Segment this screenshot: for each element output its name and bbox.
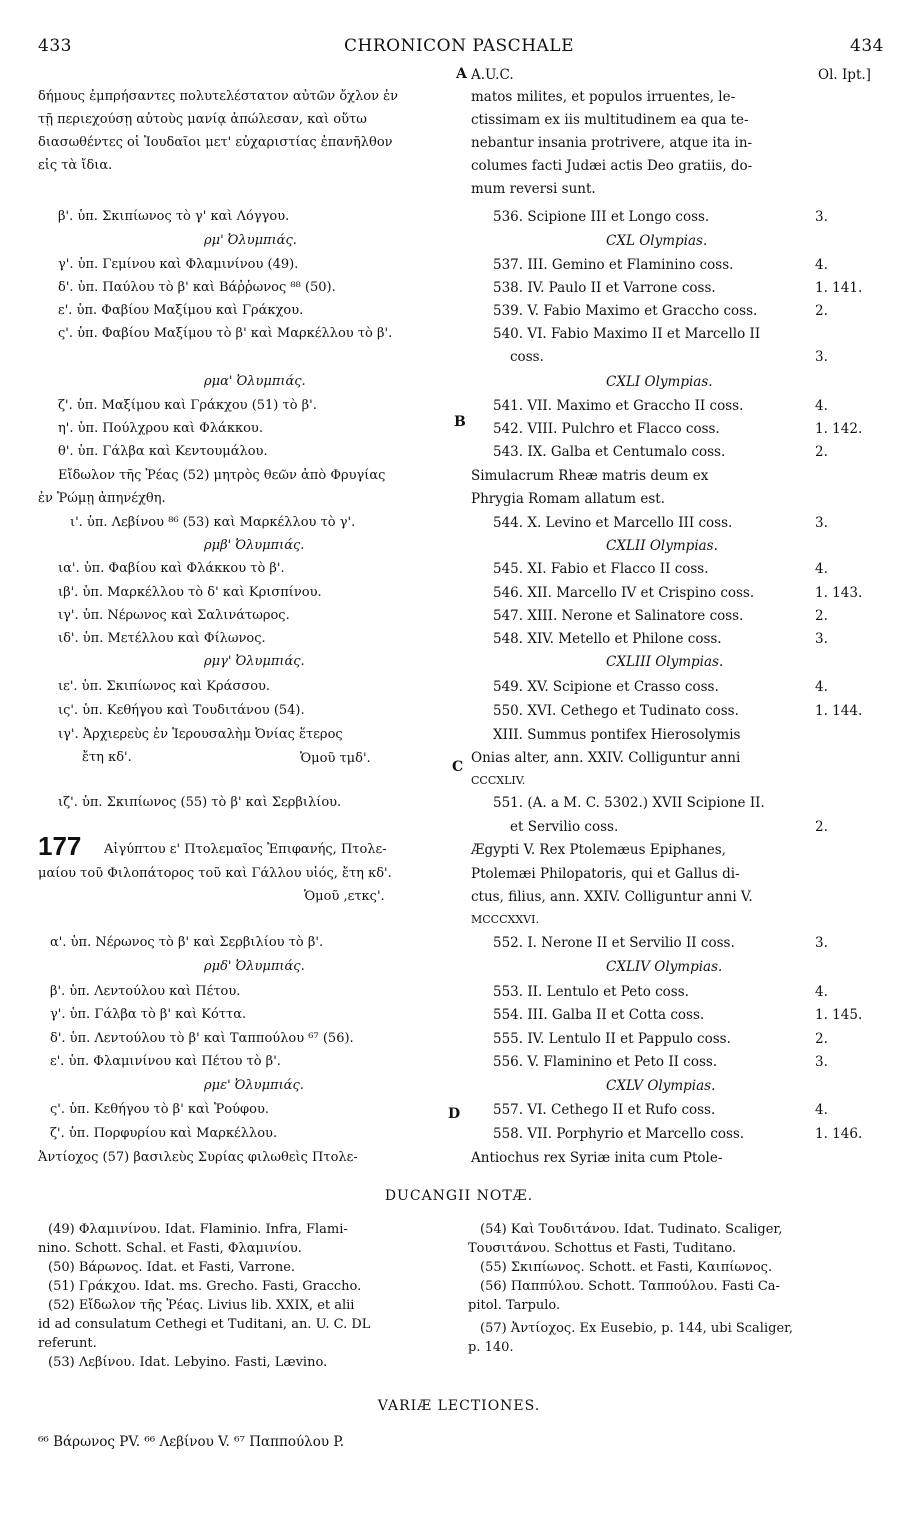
latin-line: 545. XI. Fabio et Flacco II coss. xyxy=(493,561,709,577)
latin-line: 541. VII. Maximo et Graccho II coss. xyxy=(493,398,744,414)
greek-line: ιγ'. ὑπ. Νέρωνος καὶ Σαλινάτωρος. xyxy=(58,608,290,623)
olympiad-year: 1. 141. xyxy=(815,280,863,296)
note-line: (56) Παππύλου. Schott. Ταππούλου. Fasti Ca- xyxy=(480,1279,780,1294)
olympiad-year: 4. xyxy=(815,561,828,577)
latin-line: CCCXLIV. xyxy=(471,774,526,787)
olympiad-year: 3. xyxy=(815,631,828,647)
olympiad-heading: CXLI Olympias. xyxy=(606,374,713,390)
latin-line: 556. V. Flaminino et Peto II coss. xyxy=(493,1054,718,1070)
page-number-left: 433 xyxy=(38,36,72,56)
greek-line: Ὁμοῦ ,ετκς'. xyxy=(304,889,385,904)
latin-line: ctissimam ex iis multitudinem ea qua te- xyxy=(471,112,749,128)
margin-marker-b: B xyxy=(454,414,466,430)
olympiad-heading: CXLIV Olympias. xyxy=(606,959,723,975)
greek-line: δήμους ἐμπρήσαντες πολυτελέστατον αὐτῶν ὄχλον ἐν xyxy=(38,89,399,104)
greek-line: δ'. ὑπ. Παύλου τὸ β' καὶ Βάῤῥωνος ⁸⁸ (50). xyxy=(58,280,336,295)
olympiad-year: 1. 143. xyxy=(815,585,863,601)
latin-line: et Servilio coss. xyxy=(510,819,619,835)
latin-line: 558. VII. Porphyrio et Marcello coss. xyxy=(493,1126,745,1142)
olympiad-heading: CXLII Olympias. xyxy=(606,538,718,554)
olympiad-heading: CXLV Olympias. xyxy=(606,1078,716,1094)
greek-line: ἔτη κδ'. xyxy=(82,750,132,765)
latin-line: 537. III. Gemino et Flaminino coss. xyxy=(493,257,734,273)
olympiad-year: 4. xyxy=(815,984,828,1000)
greek-line: Ὁμοῦ τμδ'. xyxy=(300,751,371,766)
margin-marker-c: C xyxy=(452,759,464,775)
page-number-right: 434 xyxy=(850,36,884,56)
latin-line: 543. IX. Galba et Centumalo coss. xyxy=(493,444,726,460)
greek-line: ζ'. ὑπ. Μαξίμου καὶ Γράκχου (51) τὸ β'. xyxy=(58,398,317,413)
olympiad-year: 2. xyxy=(815,303,828,319)
latin-line: 557. VI. Cethego II et Rufo coss. xyxy=(493,1102,716,1118)
olympiad-year: 3. xyxy=(815,935,828,951)
olympiad-year: 2. xyxy=(815,608,828,624)
olympiad-heading: ρμβ' Ὀλυμπιάς. xyxy=(204,538,305,553)
note-line: referunt. xyxy=(38,1336,97,1351)
latin-line: 538. IV. Paulo II et Varrone coss. xyxy=(493,280,716,296)
latin-line: 555. IV. Lentulo II et Pappulo coss. xyxy=(493,1031,731,1047)
greek-line: ις'. ὑπ. Κεθήγου καὶ Τουδιτάνου (54). xyxy=(58,703,305,718)
margin-marker-d: D xyxy=(448,1106,461,1122)
note-line: (57) Ἀντίοχος. Ex Eusebio, p. 144, ubi Scaliger, xyxy=(480,1321,794,1336)
latin-line: MCCCXXVI. xyxy=(471,913,539,926)
greek-line: εἰς τὰ ἴδια. xyxy=(38,158,113,173)
latin-line: Phrygia Romam allatum est. xyxy=(471,491,665,507)
greek-line: Αἰγύπτου ε' Πτολεμαῖος Ἐπιφανής, Πτολε- xyxy=(104,842,387,857)
olympiad-year: 4. xyxy=(815,679,828,695)
note-line: pitol. Tarpulo. xyxy=(468,1298,561,1313)
greek-line: ς'. ὑπ. Φαβίου Μαξίμου τὸ β' καὶ Μαρκέλλου τὸ β'. xyxy=(58,326,393,341)
greek-line: ιδ'. ὑπ. Μετέλλου καὶ Φίλωνος. xyxy=(58,631,266,646)
column-heading-auc: A.U.C. xyxy=(471,67,514,83)
olympiad-year: 3. xyxy=(815,349,828,365)
latin-line: coss. xyxy=(510,349,544,365)
greek-line: τῇ περιεχούσῃ αὐτοὺς μανίᾳ ἀπώλεσαν, καὶ οὕτω xyxy=(38,112,367,127)
latin-line: 551. (A. a M. C. 5302.) XVII Scipione II. xyxy=(493,795,765,811)
latin-line: 552. I. Nerone II et Servilio II coss. xyxy=(493,935,735,951)
olympiad-year: 2. xyxy=(815,1031,828,1047)
olympiad-year: 4. xyxy=(815,1102,828,1118)
latin-line: 542. VIII. Pulchro et Flacco coss. xyxy=(493,421,720,437)
greek-line: ι'. ὑπ. Λεβίνου ⁸⁶ (53) καὶ Μαρκέλλου τὸ γ'. xyxy=(70,515,356,530)
olympiad-heading: ρμε' Ὀλυμπιάς. xyxy=(204,1078,304,1093)
olympiad-year: 1. 145. xyxy=(815,1007,863,1023)
latin-line: 554. III. Galba II et Cotta coss. xyxy=(493,1007,705,1023)
greek-line: ιγ'. Ἀρχιερεὺς ἐν Ἱερουσαλὴμ Ὀνίας ἕτερος xyxy=(58,727,343,742)
greek-line: μαίου τοῦ Φιλοπάτορος τοῦ καὶ Γάλλου υἱός, ἔτη κδ'. xyxy=(38,866,392,881)
greek-line: ἐν Ῥώμῃ ἀπηνέχθη. xyxy=(38,491,166,506)
greek-line: δ'. ὑπ. Λεντούλου τὸ β' καὶ Ταππούλου ⁶⁷ (56). xyxy=(50,1031,354,1046)
greek-line: β'. ὑπ. Σκιπίωνος τὸ γ' καὶ Λόγγου. xyxy=(58,209,290,224)
olympiad-year: 1. 144. xyxy=(815,703,863,719)
olympiad-heading: ρμγ' Ὀλυμπιάς. xyxy=(204,654,305,669)
latin-line: 546. XII. Marcello IV et Crispino coss. xyxy=(493,585,755,601)
latin-line: 553. II. Lentulo et Peto coss. xyxy=(493,984,689,1000)
latin-line: 540. VI. Fabio Maximo II et Marcello II xyxy=(493,326,761,342)
note-line: (52) Εἴδωλον τῆς Ῥέας. Livius lib. XXIX, et alii xyxy=(48,1298,355,1313)
note-line: (55) Σκιπίωνος. Schott. et Fasti, Καιπίωνος. xyxy=(480,1260,773,1275)
greek-line: ιζ'. ὑπ. Σκιπίωνος (55) τὸ β' καὶ Σερβιλίου. xyxy=(58,795,342,810)
running-title: CHRONICON PASCHALE xyxy=(344,36,574,56)
olympiad-heading: ρμα' Ὀλυμπιάς. xyxy=(204,374,306,389)
greek-line: ε'. ὑπ. Φλαμινίνου καὶ Πέτου τὸ β'. xyxy=(50,1054,281,1069)
olympiad-year: 3. xyxy=(815,1054,828,1070)
latin-line: Antiochus rex Syriæ inita cum Ptole- xyxy=(471,1150,723,1166)
greek-line: ε'. ὑπ. Φαβίου Μαξίμου καὶ Γράκχου. xyxy=(58,303,304,318)
olympiad-heading: ρμδ' Ὀλυμπιάς. xyxy=(204,959,305,974)
latin-line: 547. XIII. Nerone et Salinatore coss. xyxy=(493,608,744,624)
greek-line: ιβ'. ὑπ. Μαρκέλλου τὸ δ' καὶ Κρισπίνου. xyxy=(58,585,322,600)
olympiad-heading: ρμ' Ὀλυμπιάς. xyxy=(204,233,297,248)
greek-line: γ'. ὑπ. Γάλβα τὸ β' καὶ Κόττα. xyxy=(50,1007,247,1022)
latin-line: 550. XVI. Cethego et Tudinato coss. xyxy=(493,703,739,719)
latin-line: Ægypti V. Rex Ptolemæus Epiphanes, xyxy=(471,842,726,858)
note-line: (50) Βάρωνος. Idat. et Fasti, Varrone. xyxy=(48,1260,296,1275)
greek-line: β'. ὑπ. Λεντούλου καὶ Πέτου. xyxy=(50,984,241,999)
olympiad-year: 4. xyxy=(815,398,828,414)
latin-line: 539. V. Fabio Maximo et Graccho coss. xyxy=(493,303,758,319)
note-line: (51) Γράκχου. Idat. ms. Grecho. Fasti, Graccho. xyxy=(48,1279,362,1294)
olympiad-heading: CXLIII Olympias. xyxy=(606,654,724,670)
greek-line: διασωθέντες οἱ Ἰουδαῖοι μετ' εὐχαριστίας ἐπανῆλθον xyxy=(38,135,393,150)
note-line: id ad consulatum Cethegi et Tuditani, an. U. C. DL xyxy=(38,1317,371,1332)
column-heading-ol: Ol. Ipt.] xyxy=(818,67,871,83)
greek-line: Ἀντίοχος (57) βασιλεὺς Συρίας φιλωθεὶς Πτολε- xyxy=(38,1150,358,1165)
note-line: nino. Schott. Schal. et Fasti, Φλαμινίου. xyxy=(38,1241,302,1256)
olympiad-year: 1. 142. xyxy=(815,421,863,437)
greek-line: θ'. ὑπ. Γάλβα καὶ Κεντουμάλου. xyxy=(58,444,268,459)
olympiad-year: 2. xyxy=(815,819,828,835)
greek-line: ζ'. ὑπ. Πορφυρίου καὶ Μαρκέλλου. xyxy=(50,1126,278,1141)
latin-line: Ptolemæi Philopatoris, qui et Gallus di- xyxy=(471,866,740,882)
greek-line: ια'. ὑπ. Φαβίου καὶ Φλάκκου τὸ β'. xyxy=(58,561,285,576)
variae-lectiones: ⁶⁶ Βάρωνος PV. ⁶⁶ Λεβίνου V. ⁶⁷ Παππούλου P. xyxy=(38,1434,345,1450)
variae-heading: VARIÆ LECTIONES. xyxy=(377,1398,541,1414)
note-line: Τουσιτάνου. Schottus et Fasti, Tuditano. xyxy=(468,1241,737,1256)
greek-line: ς'. ὑπ. Κεθήγου τὸ β' καὶ Ῥούφου. xyxy=(50,1102,269,1117)
olympiad-year: 3. xyxy=(815,515,828,531)
section-number: 177 xyxy=(38,831,82,861)
olympiad-year: 3. xyxy=(815,209,828,225)
latin-line: ctus, filius, ann. XXIV. Colliguntur anni V. xyxy=(471,889,753,905)
latin-line: matos milites, et populos irruentes, le- xyxy=(471,89,736,105)
latin-line: 549. XV. Scipione et Crasso coss. xyxy=(493,679,719,695)
latin-line: mum reversi sunt. xyxy=(471,181,596,197)
greek-line: ιε'. ὑπ. Σκιπίωνος καὶ Κράσσου. xyxy=(58,679,271,694)
latin-line: 544. X. Levino et Marcello III coss. xyxy=(493,515,733,531)
olympiad-heading: CXL Olympias. xyxy=(606,233,708,249)
latin-line: nebantur insania protrivere, atque ita in- xyxy=(471,135,753,151)
latin-line: 536. Scipione III et Longo coss. xyxy=(493,209,710,225)
latin-line: Simulacrum Rheæ matris deum ex xyxy=(471,468,709,484)
greek-line: Εἴδωλον τῆς Ῥέας (52) μητρὸς θεῶν ἀπὸ Φρυγίας xyxy=(58,468,386,483)
note-line: (49) Φλαμινίνου. Idat. Flaminio. Infra, Flami- xyxy=(48,1222,348,1237)
note-line: (54) Καὶ Τουδιτάνου. Idat. Tudinato. Scaliger, xyxy=(480,1222,783,1237)
note-line: p. 140. xyxy=(468,1340,514,1355)
note-line: (53) Λεβίνου. Idat. Lebyino. Fasti, Lævino. xyxy=(48,1355,328,1370)
latin-line: columes facti Judæi actis Deo gratiis, do- xyxy=(471,158,753,174)
latin-line: XIII. Summus pontifex Hierosolymis xyxy=(493,727,741,743)
latin-line: 548. XIV. Metello et Philone coss. xyxy=(493,631,722,647)
olympiad-year: 1. 146. xyxy=(815,1126,863,1142)
greek-line: η'. ὑπ. Πούλχρου καὶ Φλάκκου. xyxy=(58,421,263,436)
greek-line: α'. ὑπ. Νέρωνος τὸ β' καὶ Σερβιλίου τὸ β'. xyxy=(50,935,324,950)
olympiad-year: 2. xyxy=(815,444,828,460)
olympiad-year: 4. xyxy=(815,257,828,273)
margin-marker-a: A xyxy=(456,66,467,82)
notes-heading: DUCANGII NOTÆ. xyxy=(384,1188,534,1204)
greek-line: γ'. ὑπ. Γεμίνου καὶ Φλαμινίνου (49). xyxy=(58,257,299,272)
latin-line: Onias alter, ann. XXIV. Colliguntur anni xyxy=(471,750,741,766)
